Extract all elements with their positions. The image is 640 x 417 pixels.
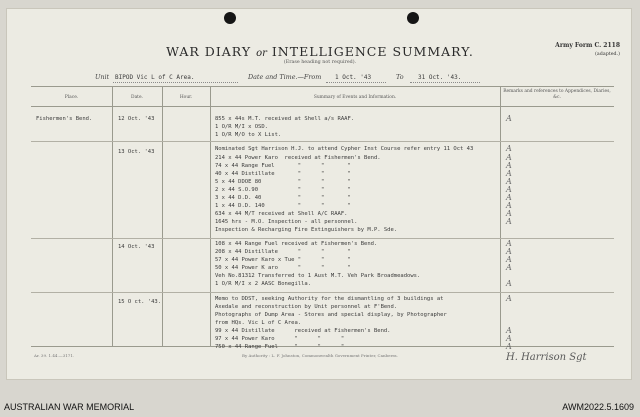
entry-line: 1 O/R M/I x 2 AASC Bonegilla.	[215, 281, 312, 287]
table-top-rule	[31, 86, 614, 87]
initial-mark: A	[506, 263, 512, 272]
signature: H. Harrison Sgt	[506, 352, 587, 363]
entry-line: Photographs of Dump Area - Stores and special display, by Photographer	[215, 312, 447, 318]
initial-mark: A	[506, 161, 512, 170]
entry-line: Memo to DDST, seeking Authority for the dismantling of 3 buildings at	[215, 296, 444, 302]
entry-line: Inspection & Recharging Fire Extinguishers by M.P. Sde.	[215, 227, 398, 233]
entry-line: 5 x 44 DDOE 80 " " "	[215, 179, 351, 185]
initial-mark: A	[506, 294, 512, 303]
to-value: 31 Oct. '43.	[418, 74, 462, 81]
initial-mark: A	[506, 279, 512, 288]
entry-line: 40 x 44 Distillate " " "	[215, 171, 351, 177]
initial-mark: A	[506, 342, 512, 351]
col-date: Date.	[131, 95, 143, 100]
place-cell: Fishermen's Bend.	[36, 116, 93, 122]
initial-mark: A	[506, 326, 512, 335]
initial-mark: A	[506, 185, 512, 194]
entry-line: from HQs. Vic L of C Area.	[215, 320, 302, 326]
initial-mark: A	[506, 239, 512, 248]
date-cell: 15 O ct. '43.	[118, 299, 162, 305]
archive-id: AWM2022.5.1609	[562, 402, 634, 412]
entry-line: 750 x 44 Range Fuel " " "	[215, 344, 345, 350]
initial-mark: A	[506, 209, 512, 218]
entry-line: 208 x 44 Distillate " " "	[215, 249, 351, 255]
entry-line: 214 x 44 Power Karo received at Fishermen's Bend.	[215, 155, 381, 161]
col-place: Place.	[64, 95, 79, 100]
entry-line: 1 O/R M/I x OSD.	[215, 124, 268, 130]
entry-line: 634 x 44 M/T received at Shell A/C RAAF.	[215, 211, 348, 217]
initial-mark: A	[506, 217, 512, 226]
unit-value: BIPOD Vic L of C Area.	[115, 74, 195, 81]
entry-line: 97 x 44 Power Karo " " "	[215, 336, 345, 342]
entry-line: 74 x 44 Range Fuel " " "	[215, 163, 351, 169]
col-remarks: Remarks and references to Appendices, Diaries, &c.	[503, 89, 611, 100]
table-header-rule	[31, 106, 614, 107]
date-label: Date and Time.—From	[248, 73, 322, 81]
form-code: Ar. 39. 1.44.—3171.	[34, 353, 75, 358]
entry-line: 1 x 44 D.D. 140 " " "	[215, 203, 351, 209]
initial-mark: A	[506, 177, 512, 186]
entry-line: 855 x 44s M.T. received at Shell a/s RAAF.	[215, 116, 355, 122]
page-title: WAR DIARY or INTELLIGENCE SUMMARY.	[166, 44, 474, 59]
initial-mark: A	[506, 144, 512, 153]
army-form-label: Army Form C. 2118 (adapted.)	[555, 42, 620, 57]
entry-line: Nominated Sgt Harrison H.J. to attend Cypher Inst Course refer entry 11 Oct 43	[215, 146, 474, 152]
initial-mark: A	[506, 193, 512, 202]
from-value: 1 Oct. '43	[335, 74, 372, 81]
unit-label: Unit	[95, 73, 110, 81]
initial-mark: A	[506, 153, 512, 162]
col-hour: Hour.	[179, 95, 193, 100]
archive-caption: AUSTRALIAN WAR MEMORIAL	[4, 402, 135, 412]
entry-line: 1645 hrs - M.O. Inspection - all personnel.	[215, 219, 358, 225]
initial-mark: A	[506, 169, 512, 178]
punch-hole	[407, 12, 419, 24]
entry-line: Veh No.81312 Transferred to 1 Aust M.T. Veh Park Broadmeadows.	[215, 273, 421, 279]
initial-mark: A	[506, 255, 512, 264]
col-summary: Summary of Events and Information.	[313, 95, 397, 100]
entry-line: 2 x 44 S.O.90 " " "	[215, 187, 351, 193]
date-cell: 14 Oct. '43	[118, 244, 155, 250]
initial-mark: A	[506, 334, 512, 343]
date-cell: 13 Oct. '43	[118, 149, 155, 155]
punch-hole	[224, 12, 236, 24]
entry-line: 50 x 44 Power K aro " " "	[215, 265, 351, 271]
entry-line: 57 x 44 Power Karo x Tue " " "	[215, 257, 351, 263]
entry-line: Axedale and reconstruction by Unit personnel at F'Bend.	[215, 304, 398, 310]
printer-credit: By Authority : L. F. Johnston, Commonwealth Government Printer, Canberra.	[242, 353, 398, 358]
initial-mark: A	[506, 247, 512, 256]
entry-line: 1 O/R M/O to X List.	[215, 132, 282, 138]
entry-line: 3 x 44 D.D. 40 " " "	[215, 195, 351, 201]
entry-line: 108 x 44 Range Fuel received at Fishermen's Bend.	[215, 241, 378, 247]
entry-line: 99 x 44 Distillate received at Fishermen's Bend.	[215, 328, 391, 334]
initial-mark: A	[506, 201, 512, 210]
date-cell: 12 Oct. '43	[118, 116, 155, 122]
heading-note: (Erase heading not required).	[283, 60, 357, 65]
initial-mark: A	[506, 114, 512, 123]
to-label: To	[396, 73, 404, 81]
